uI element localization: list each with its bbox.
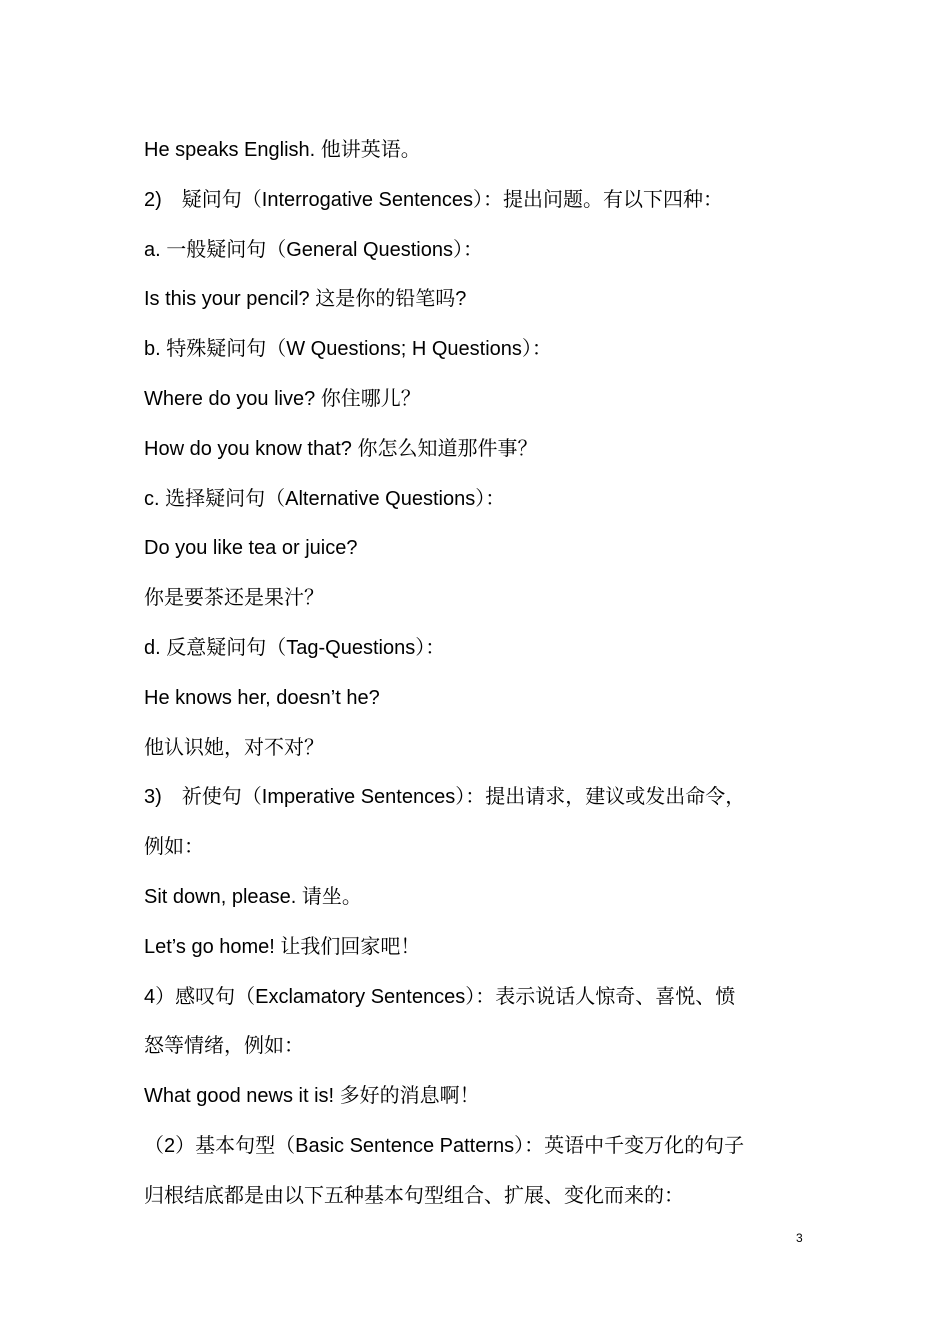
text-line: 归根结底都是由以下五种基本句型组合、扩展、变化而来的： [144, 1184, 684, 1207]
page-number: 3 [796, 1231, 803, 1245]
text-line: 3) 祈使句（Imperative Sentences）：提出请求，建议或发出命令， [144, 786, 746, 809]
text-line: Where do you live? 你住哪儿？ [144, 387, 421, 410]
text-line: He knows her, doesn’t he? [144, 686, 380, 709]
text-line: How do you know that? 你怎么知道那件事？ [144, 437, 538, 460]
text-line: 你是要茶还是果汁？ [144, 587, 324, 610]
document-body [144, 132, 824, 1228]
text-line: Do you like tea or juice? [144, 537, 358, 560]
text-line: （2）基本句型（Basic Sentence Patterns）：英语中千变万化的句子 [144, 1134, 745, 1157]
text-line: What good news it is! 多好的消息啊！ [144, 1085, 480, 1108]
text-line: 他认识她，对不对？ [144, 736, 324, 759]
text-line: He speaks English. 他讲英语。 [144, 139, 421, 161]
text-line: c. 选择疑问句（Alternative Questions）： [144, 487, 506, 510]
text-line: b. 特殊疑问句（W Questions; H Questions）： [144, 338, 552, 361]
text-line: 怒等情绪，例如： [144, 1035, 304, 1058]
text-line: Is this your pencil? 这是你的铅笔吗? [144, 288, 467, 311]
text-line: Sit down, please. 请坐。 [144, 885, 362, 908]
text-line: 例如： [144, 836, 204, 859]
text-line: a. 一般疑问句（General Questions）： [144, 238, 483, 261]
text-line: d. 反意疑问句（Tag-Questions）： [144, 636, 446, 659]
text-line: Let’s go home! 让我们回家吧！ [144, 935, 421, 958]
text-line: 2) 疑问句（Interrogative Sentences）：提出问题。有以下四种： [144, 188, 724, 211]
text-line: 4）感叹句（Exclamatory Sentences）：表示说话人惊奇、喜悦、愤 [144, 985, 736, 1008]
